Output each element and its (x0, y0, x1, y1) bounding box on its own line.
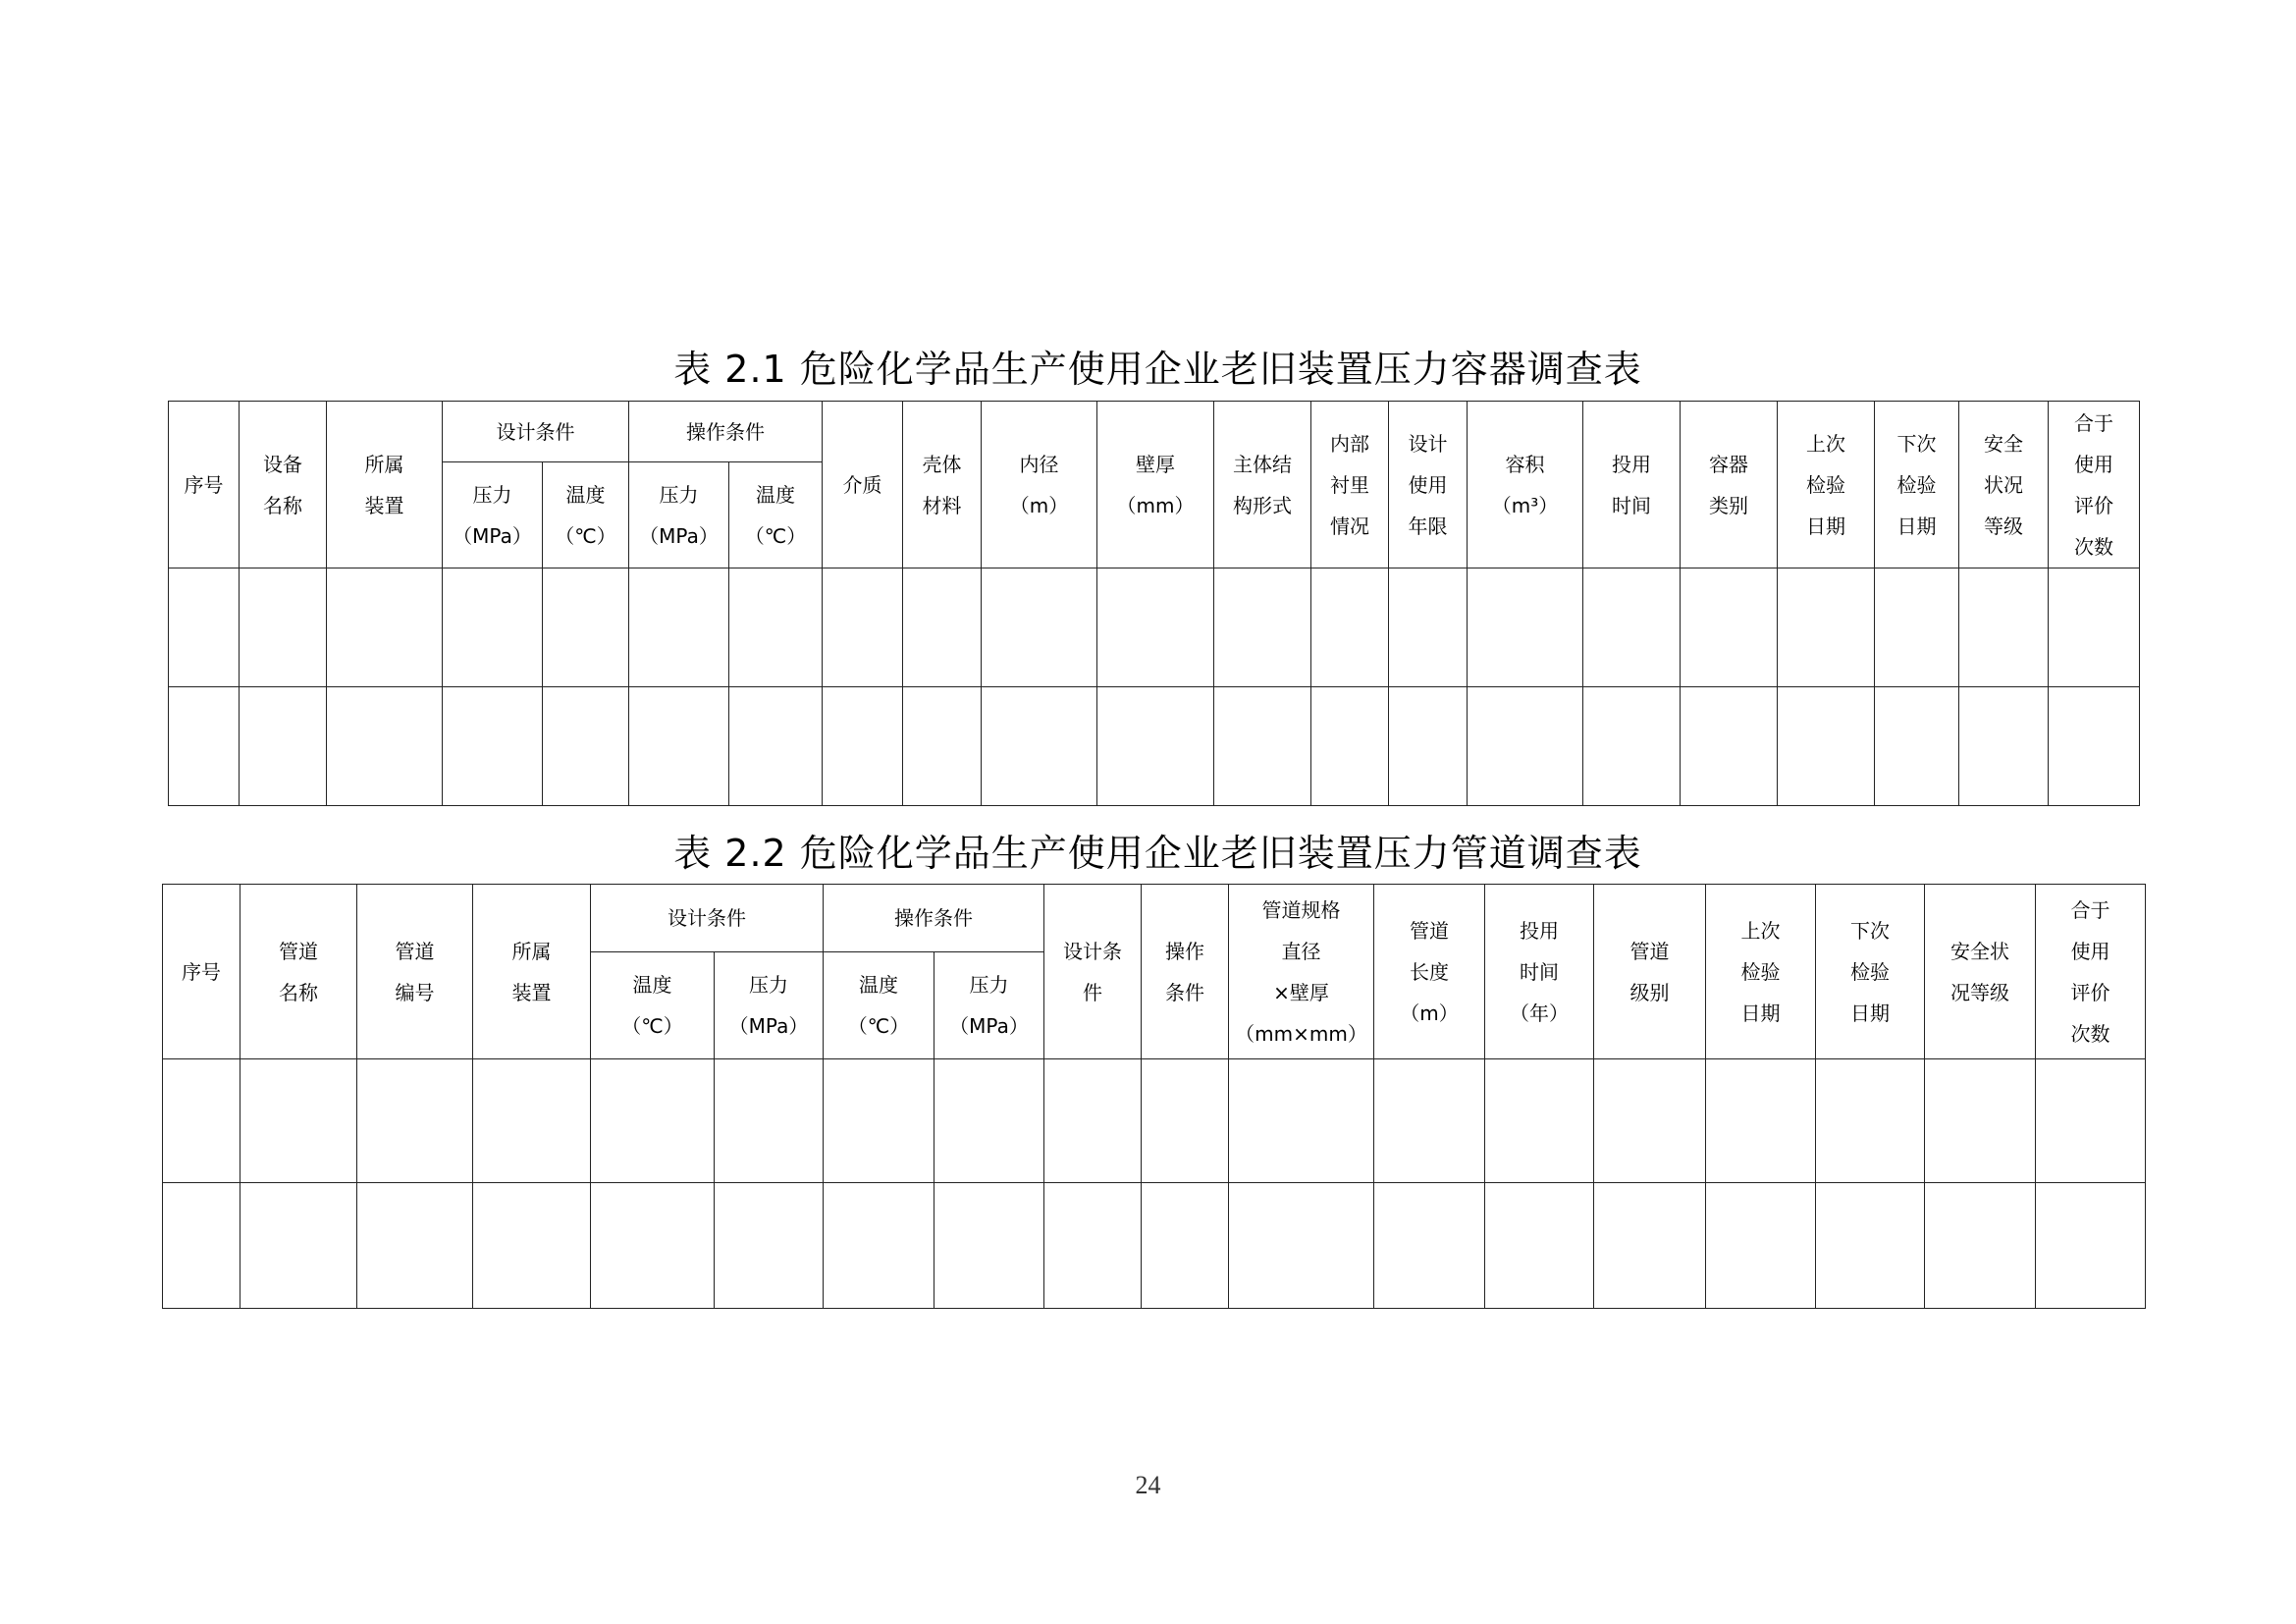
column-header: 上次 检验 日期 (1778, 402, 1875, 568)
column-header: 压力 （MPa） (934, 952, 1044, 1059)
table-cell[interactable] (982, 687, 1097, 806)
table-cell[interactable] (715, 1059, 824, 1183)
pressure-vessel-survey-table (168, 401, 2140, 806)
table-cell[interactable] (1374, 1183, 1485, 1309)
table-cell[interactable] (729, 568, 823, 687)
table-cell[interactable] (163, 1059, 240, 1183)
table-cell[interactable] (629, 568, 729, 687)
table-cell[interactable] (982, 568, 1097, 687)
column-header: 压力 （MPa） (629, 462, 729, 568)
table-cell[interactable] (823, 568, 903, 687)
table-cell[interactable] (1374, 1059, 1485, 1183)
column-header: 投用 时间 (1583, 402, 1681, 568)
column-header: 管道 编号 (357, 885, 473, 1059)
table-cell[interactable] (1925, 1183, 2036, 1309)
table-cell[interactable] (1214, 687, 1311, 806)
header-row (169, 402, 2140, 462)
column-header: 所属 装置 (327, 402, 443, 568)
column-header: 管道规格 直径 ×壁厚 （mm×mm） (1229, 885, 1374, 1059)
table-cell[interactable] (1485, 1183, 1594, 1309)
table-cell[interactable] (903, 687, 982, 806)
table-cell[interactable] (1594, 1183, 1706, 1309)
table-cell[interactable] (1311, 568, 1389, 687)
table-cell[interactable] (824, 1059, 934, 1183)
table-cell[interactable] (1044, 1059, 1142, 1183)
column-header: 下次 检验 日期 (1875, 402, 1959, 568)
table-cell[interactable] (1681, 687, 1778, 806)
table-row (169, 687, 2140, 806)
column-header: 管道 名称 (240, 885, 357, 1059)
column-header: 下次 检验 日期 (1816, 885, 1925, 1059)
table-cell[interactable] (1229, 1183, 1374, 1309)
table-cell[interactable] (443, 687, 543, 806)
table-cell[interactable] (629, 687, 729, 806)
header-row (163, 885, 2146, 952)
table-cell[interactable] (1468, 568, 1583, 687)
table-cell[interactable] (1875, 687, 1959, 806)
column-header: 温度 （℃） (543, 462, 629, 568)
table-cell[interactable] (1959, 687, 2049, 806)
table-cell[interactable] (1778, 687, 1875, 806)
column-header: 内部 衬里 情况 (1311, 402, 1389, 568)
table-cell[interactable] (443, 568, 543, 687)
column-header: 合于 使用 评价 次数 (2036, 885, 2146, 1059)
column-header: 压力 （MPa） (443, 462, 543, 568)
table-cell[interactable] (1816, 1059, 1925, 1183)
table-cell[interactable] (2049, 568, 2140, 687)
table-cell[interactable] (1959, 568, 2049, 687)
column-header: 安全 状况 等级 (1959, 402, 2049, 568)
table-cell[interactable] (1816, 1183, 1925, 1309)
column-header: 内径 （m） (982, 402, 1097, 568)
table-cell[interactable] (1583, 687, 1681, 806)
column-header: 所属 装置 (473, 885, 591, 1059)
column-header: 壳体 材料 (903, 402, 982, 568)
table-cell[interactable] (169, 687, 240, 806)
column-header: 设计条 件 (1044, 885, 1142, 1059)
table-cell[interactable] (169, 568, 240, 687)
table-cell[interactable] (357, 1059, 473, 1183)
table-cell[interactable] (1044, 1183, 1142, 1309)
table-cell[interactable] (591, 1183, 715, 1309)
table-cell[interactable] (473, 1059, 591, 1183)
table-cell[interactable] (1311, 687, 1389, 806)
column-header: 温度 （℃） (591, 952, 715, 1059)
page-number: 24 (1135, 1471, 1161, 1499)
table-cell[interactable] (1778, 568, 1875, 687)
table-cell[interactable] (2036, 1183, 2146, 1309)
table-cell[interactable] (1097, 687, 1214, 806)
table-cell[interactable] (1681, 568, 1778, 687)
header-group-operation: 操作条件 (824, 885, 1044, 952)
table-cell[interactable] (1229, 1059, 1374, 1183)
table-cell[interactable] (824, 1183, 934, 1309)
column-header: 主体结 构形式 (1214, 402, 1311, 568)
column-header: 温度 （℃） (824, 952, 934, 1059)
table-cell[interactable] (1097, 568, 1214, 687)
table-cell[interactable] (327, 687, 443, 806)
column-header: 投用 时间 （年） (1485, 885, 1594, 1059)
column-header: 压力 （MPa） (715, 952, 824, 1059)
table-cell[interactable] (1485, 1059, 1594, 1183)
column-header: 容器 类别 (1681, 402, 1778, 568)
table-cell[interactable] (1214, 568, 1311, 687)
table-cell[interactable] (1706, 1183, 1816, 1309)
column-header: 设备 名称 (240, 402, 327, 568)
table-cell[interactable] (934, 1059, 1044, 1183)
table-row (163, 1183, 2146, 1309)
table-cell[interactable] (1583, 568, 1681, 687)
column-header: 序号 (169, 402, 240, 568)
column-header: 温度 （℃） (729, 462, 823, 568)
table-2-2-title: 表 2.2 危险化学品生产使用企业老旧装置压力管道调查表 (673, 832, 1642, 875)
table-cell[interactable] (1389, 568, 1468, 687)
table-2-1-title: 表 2.1 危险化学品生产使用企业老旧装置压力容器调查表 (673, 348, 1642, 391)
table-cell[interactable] (1706, 1059, 1816, 1183)
table-cell[interactable] (163, 1183, 240, 1309)
table-cell[interactable] (240, 1183, 357, 1309)
column-header: 合于 使用 评价 次数 (2049, 402, 2140, 568)
column-header: 设计 使用 年限 (1389, 402, 1468, 568)
header-group-operation: 操作条件 (629, 402, 823, 462)
column-header: 管道 级别 (1594, 885, 1706, 1059)
column-header: 壁厚 （mm） (1097, 402, 1214, 568)
table-row (169, 568, 2140, 687)
table-cell[interactable] (1142, 1059, 1229, 1183)
column-header: 操作 条件 (1142, 885, 1229, 1059)
table-cell[interactable] (1594, 1059, 1706, 1183)
table-cell[interactable] (1875, 568, 1959, 687)
table-cell[interactable] (823, 687, 903, 806)
table-cell[interactable] (729, 687, 823, 806)
table-cell[interactable] (2036, 1059, 2146, 1183)
pressure-pipeline-survey-table (162, 884, 2146, 1309)
column-header: 容积 （m³） (1468, 402, 1583, 568)
table-cell[interactable] (1389, 687, 1468, 806)
table-cell[interactable] (543, 568, 629, 687)
table-cell[interactable] (327, 568, 443, 687)
column-header: 上次 检验 日期 (1706, 885, 1816, 1059)
column-header: 序号 (163, 885, 240, 1059)
column-header: 介质 (823, 402, 903, 568)
table-cell[interactable] (473, 1183, 591, 1309)
table-cell[interactable] (2049, 687, 2140, 806)
table-cell[interactable] (591, 1059, 715, 1183)
table-cell[interactable] (240, 687, 327, 806)
table-cell[interactable] (1142, 1183, 1229, 1309)
table-cell[interactable] (543, 687, 629, 806)
table-cell[interactable] (903, 568, 982, 687)
table-cell[interactable] (357, 1183, 473, 1309)
table-cell[interactable] (934, 1183, 1044, 1309)
table-cell[interactable] (240, 1059, 357, 1183)
table-cell[interactable] (1468, 687, 1583, 806)
column-header: 管道 长度 （m） (1374, 885, 1485, 1059)
header-group-design: 设计条件 (591, 885, 824, 952)
table-cell[interactable] (715, 1183, 824, 1309)
column-header: 安全状 况等级 (1925, 885, 2036, 1059)
table-cell[interactable] (240, 568, 327, 687)
table-cell[interactable] (1925, 1059, 2036, 1183)
table-row (163, 1059, 2146, 1183)
header-group-design: 设计条件 (443, 402, 629, 462)
